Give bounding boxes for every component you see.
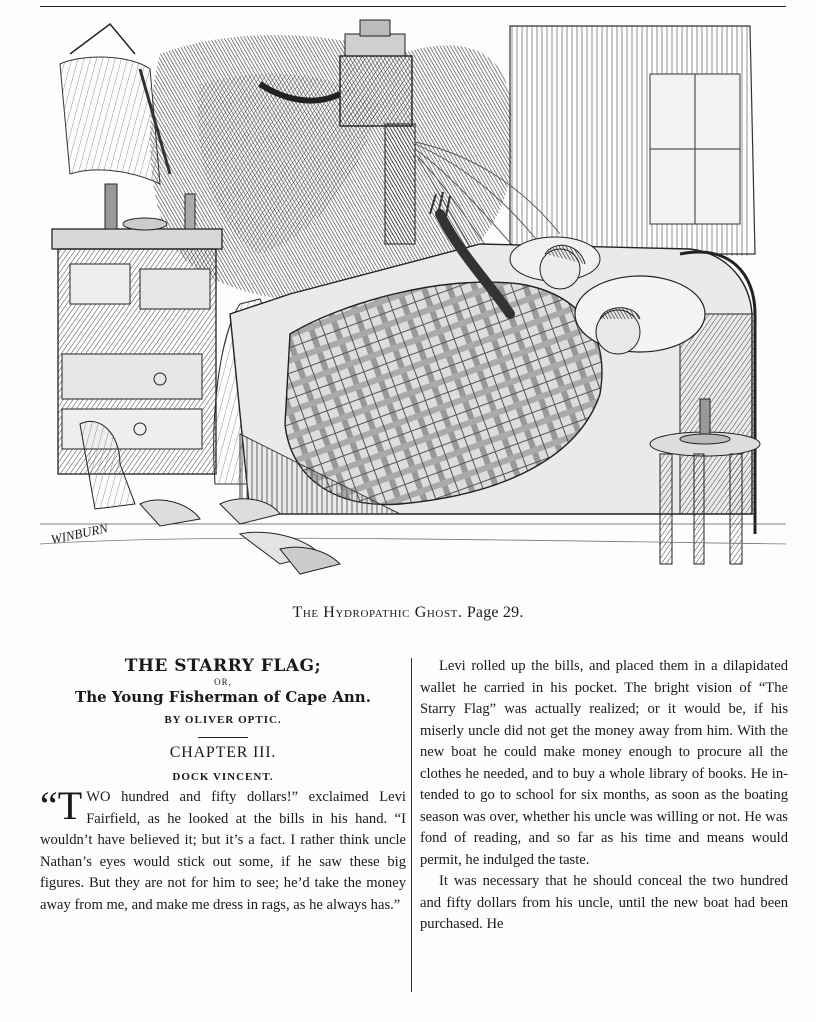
engraving-illustration bbox=[40, 14, 786, 596]
story-title: THE STARRY FLAG; bbox=[124, 656, 322, 676]
paragraph-3: It was necessary that he should conceal the two hundred and fifty dollars from his uncle, until the new boat had been purchased. He bbox=[420, 873, 788, 932]
story-or: OR, bbox=[214, 677, 232, 687]
drop-cap: “T bbox=[40, 783, 83, 828]
chapter-heading: CHAPTER III. bbox=[169, 744, 277, 761]
left-column bbox=[40, 656, 406, 916]
paragraph-1-text: WO hundred and fifty dollars!” exclaimed Levi Fairfield, as he looked at the bills in his hand. “I wouldn’t have believed it; but it’s a fact. I rather think uncle Nathan’s eyes would stick out some, if he saw these big figures. But they are not for him to see; he’d take the money away from me, and make me dress in rags, as he always has.” bbox=[40, 789, 406, 913]
paragraph-2: Levi rolled up the bills, and placed them in a dilapidated wallet he carried in his pocket. The bright vision of “The Starry Flag” was actually realized; or it would be, if his miserly uncle did not get the money away from him. With the new boat he could make money enough to procure all the clothes he needed, and to buy a whole library of books. He intended to go to school for six months, as soon as the boating season was over, whether his uncle was willing or not. He was fond of reading, and so far as his time and means would permit, he indulged the taste. bbox=[420, 658, 788, 868]
paragraph-1 bbox=[40, 783, 406, 916]
top-rule bbox=[40, 6, 786, 7]
section-rule bbox=[198, 737, 248, 738]
illustration-caption bbox=[0, 604, 816, 622]
column-divider bbox=[411, 658, 412, 992]
story-subtitle: The Young Fisherman of Cape Ann. bbox=[75, 688, 371, 706]
right-column bbox=[420, 656, 788, 936]
byline: BY OLIVER OPTIC. bbox=[164, 714, 282, 726]
caption-page-ref: Page 29. bbox=[466, 604, 524, 621]
chapter-title: DOCK VINCENT. bbox=[172, 771, 274, 783]
caption-title: The Hydropathic Ghost. bbox=[292, 604, 463, 621]
artist-signature: WINBURN bbox=[49, 520, 110, 547]
